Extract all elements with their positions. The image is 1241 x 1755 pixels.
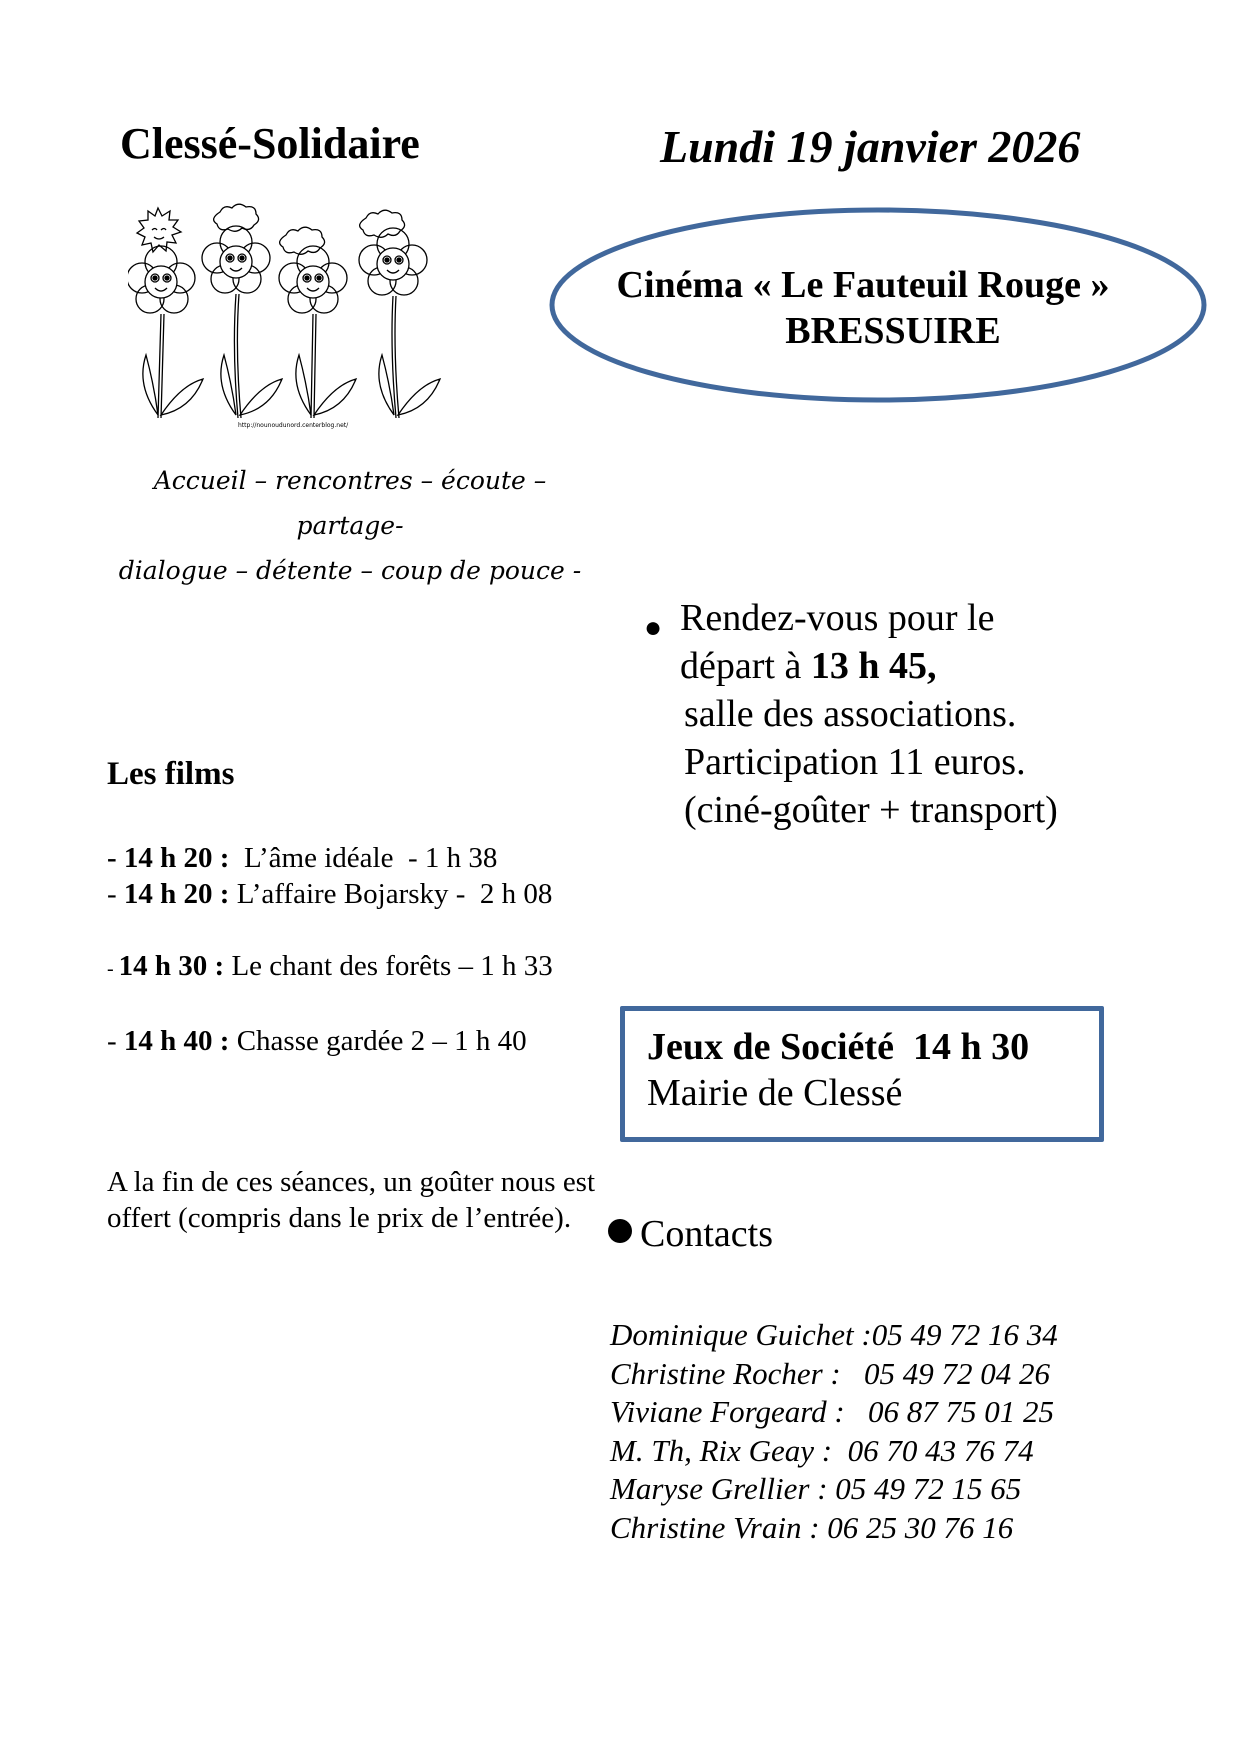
film-time: 14 h 20 : xyxy=(123,878,230,910)
rendezvous-line xyxy=(640,642,1058,690)
rendezvous-line: (ciné-goûter + transport) xyxy=(684,789,1058,831)
film-prefix: - xyxy=(107,958,119,980)
tagline xyxy=(100,458,600,593)
contacts-list xyxy=(610,1316,1058,1547)
films-list xyxy=(107,840,553,1059)
cloud-icon xyxy=(214,204,259,231)
contacts-heading xyxy=(608,1212,773,1256)
bullet-icon xyxy=(608,1219,632,1243)
rendezvous-line: Participation 11 euros. xyxy=(684,741,1026,783)
film-title: L’affaire Bojarsky - 2 h 08 xyxy=(229,878,553,910)
event-date: Lundi 19 janvier 2026 xyxy=(660,121,1081,172)
flowers-illustration xyxy=(128,200,478,440)
tagline-line: Accueil – rencontres – écoute – partage- xyxy=(153,466,547,540)
film-prefix: - xyxy=(107,878,124,910)
film-time: 14 h 20 : xyxy=(123,842,230,874)
film-item xyxy=(107,840,553,876)
film-title: Le chant des forêts – 1 h 33 xyxy=(224,950,553,982)
illustration-credit: http://nounoudunord.centerblog.net/ xyxy=(238,422,349,429)
organization-title: Clessé-Solidaire xyxy=(120,119,420,168)
flower-icon xyxy=(279,246,356,418)
film-title: L’âme idéale - 1 h 38 xyxy=(229,842,498,874)
sun-icon xyxy=(137,208,181,252)
rendezvous-info xyxy=(640,594,1058,834)
flower-icon xyxy=(128,246,203,418)
rendezvous-line: salle des associations. xyxy=(684,693,1017,735)
flower-icon xyxy=(359,228,440,418)
film-prefix: - xyxy=(107,842,124,874)
cloud-icon xyxy=(360,210,405,237)
board-games-title: Jeux de Société 14 h 30 xyxy=(647,1026,1030,1068)
film-item xyxy=(107,948,553,987)
cinema-ellipse xyxy=(548,206,1208,404)
departure-label: départ à xyxy=(680,645,811,687)
contact-item: Viviane Forgeard : 06 87 75 01 25 xyxy=(610,1394,1054,1429)
flowers-sun-clouds-icon xyxy=(128,200,478,440)
flower-icon xyxy=(202,226,282,418)
board-games-location: Mairie de Clessé xyxy=(647,1072,903,1114)
departure-time: 13 h 45, xyxy=(810,645,937,687)
film-time: 14 h 30 : xyxy=(118,950,225,982)
rendezvous-line: Rendez-vous pour le xyxy=(680,597,995,639)
contact-item: Dominique Guichet :05 49 72 16 34 xyxy=(610,1317,1058,1352)
film-title: Chasse gardée 2 – 1 h 40 xyxy=(229,1025,527,1057)
contact-item: M. Th, Rix Geay : 06 70 43 76 74 xyxy=(610,1432,1034,1468)
board-games-box xyxy=(620,1006,1104,1142)
films-heading: Les films xyxy=(107,756,235,792)
snack-note: A la fin de ces séances, un goûter nous est offert (compris dans le prix de l’entrée). xyxy=(107,1166,596,1234)
film-item xyxy=(107,1023,553,1059)
contact-item: Christine Rocher : 05 49 72 04 26 xyxy=(610,1355,1050,1391)
contact-item: Maryse Grellier : 05 49 72 15 65 xyxy=(610,1471,1022,1506)
film-item xyxy=(107,876,553,912)
bullet-icon: ● xyxy=(644,611,663,644)
contacts-title: Contacts xyxy=(640,1213,773,1255)
film-time: 14 h 40 : xyxy=(123,1025,230,1057)
cinema-name: Cinéma « Le Fauteuil Rouge » xyxy=(616,264,1110,306)
cinema-city: BRESSUIRE xyxy=(785,310,1001,352)
contact-item: Christine Vrain : 06 25 30 76 16 xyxy=(610,1509,1014,1545)
tagline-line: dialogue – détente – coup de pouce - xyxy=(118,556,582,585)
film-prefix: - xyxy=(107,1025,124,1057)
